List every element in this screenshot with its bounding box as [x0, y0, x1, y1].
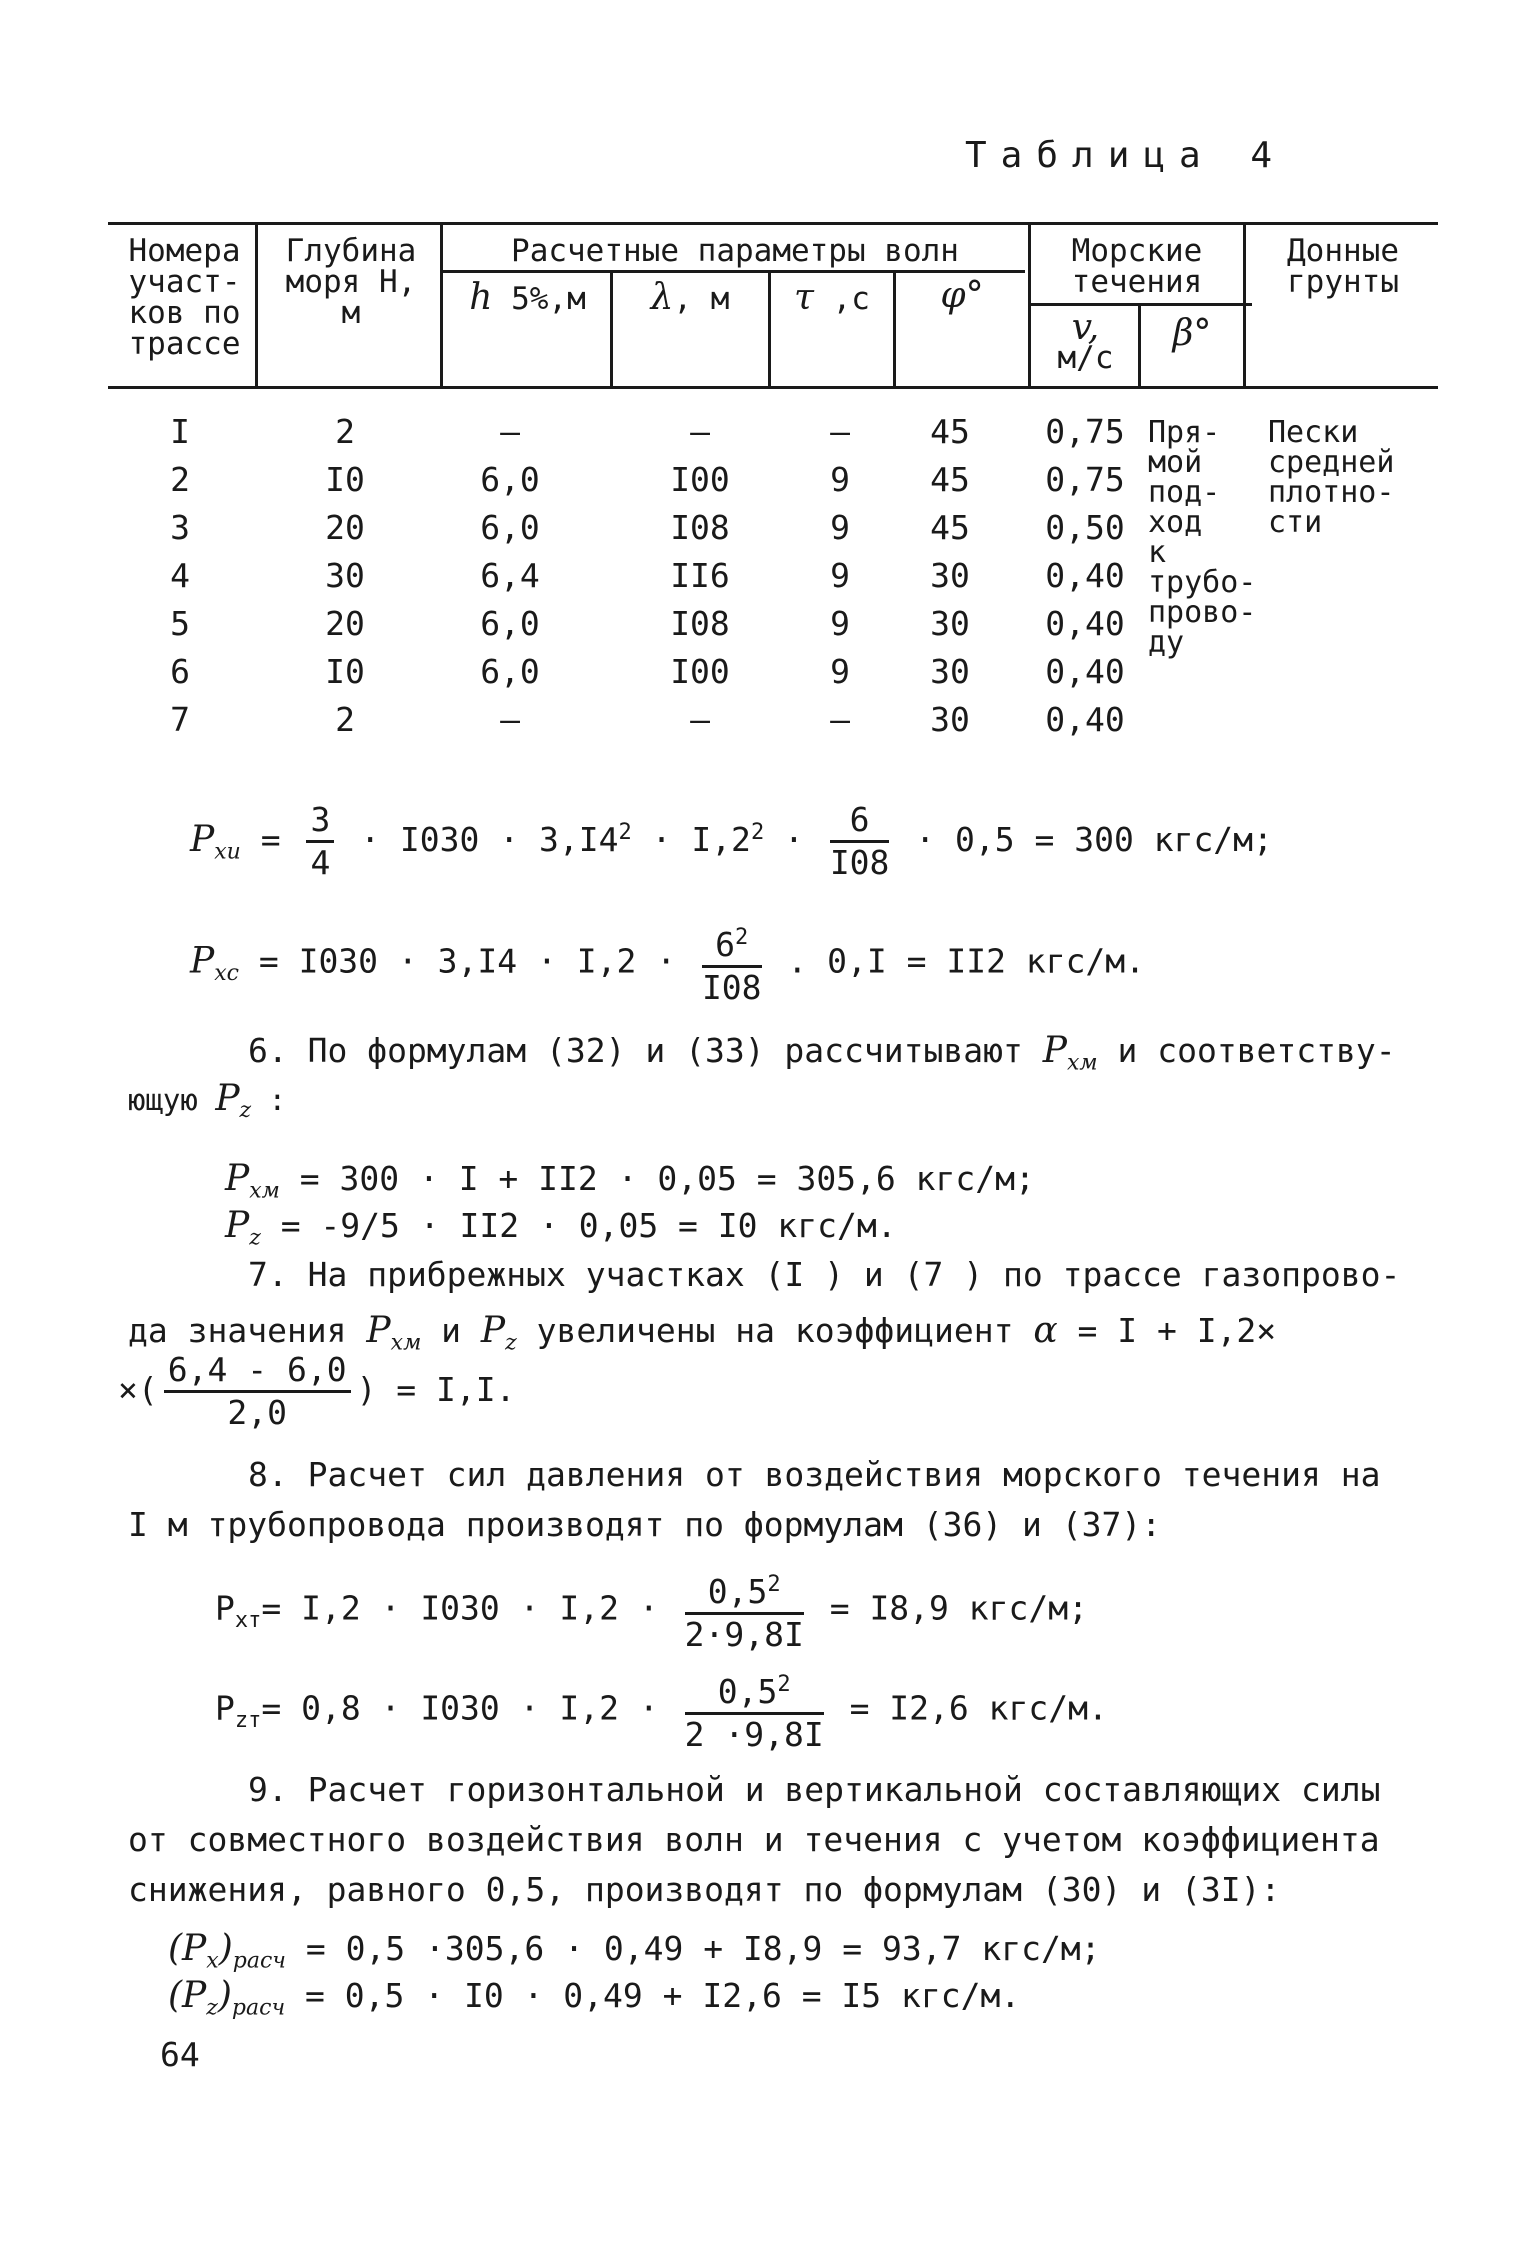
pxt-subscript: хт — [234, 1608, 262, 1634]
cell-depth: 2 — [335, 700, 355, 739]
cell-phi: 30 — [930, 556, 970, 595]
cell-velocity: 0,75 — [1045, 460, 1125, 499]
cell-phi: 45 — [930, 412, 970, 451]
waves-group-rule — [440, 270, 1025, 273]
pzt-symbol: P — [215, 1688, 235, 1728]
current-direction-line: ход — [1148, 505, 1203, 540]
paragraph-text: и — [421, 1311, 481, 1350]
col-divider-6 — [1028, 222, 1031, 386]
pz-calc-symbol: (P — [168, 1975, 207, 2016]
pxi-exponent: 2 — [618, 820, 632, 845]
cell-depth: 20 — [325, 508, 365, 547]
pz-calc-paren: ) — [217, 1975, 232, 2016]
paragraph-7-line-1: 7. На прибрежных участках (I ) и (7 ) по трассе газопрово- — [248, 1255, 1401, 1294]
formula-pxi: $P_{хи}$ = $\frac{3}{4}$ · $I030 \cdot 3,I4^2 \cdot I,2^2$ · $\frac{6}{I08}$ · 0,5 = 300 кгс/м; — [190, 800, 1273, 882]
cell-tau: – — [830, 412, 850, 451]
fraction-numerator — [685, 1565, 804, 1615]
pxt-fraction — [685, 1565, 804, 1655]
cell-depth: 30 — [325, 556, 365, 595]
fraction-numerator — [685, 1665, 824, 1715]
pxm-symbol: P — [366, 1310, 391, 1351]
header-sea-currents-line: течения — [1071, 264, 1203, 300]
numerator-exponent: 2 — [735, 925, 749, 950]
formula-pz — [225, 1205, 897, 1251]
current-direction-line: Пря- — [1148, 415, 1221, 450]
fraction-denominator: 2 ·9,8I — [684, 1715, 824, 1754]
pxm-text: = 300 · I + II2 · 0,05 = 305,6 кгс/м; — [279, 1159, 1035, 1198]
fraction-denominator: 4 — [310, 843, 331, 882]
pxi-result: · 0,5 = 300 кгс/м; — [915, 820, 1273, 859]
cell-number: 4 — [170, 556, 190, 595]
cell-velocity: 0,40 — [1045, 652, 1125, 691]
formula-px-calc — [168, 1928, 1101, 1974]
h-symbol: h — [469, 277, 493, 318]
v-unit: м/с — [1057, 340, 1114, 376]
alpha-symbol: α — [1033, 1310, 1058, 1351]
cell-h: 6,0 — [480, 460, 540, 499]
paragraph-6-line-2 — [128, 1078, 286, 1123]
current-direction-line: к — [1148, 535, 1167, 570]
fraction-numerator: 6,4 - 6,0 — [164, 1350, 351, 1393]
fraction-denominator: I08 — [701, 968, 762, 1007]
header-section-number-line: трассе — [128, 326, 241, 362]
header-wave-height — [445, 277, 610, 318]
pz-symbol: P — [215, 1078, 240, 1119]
pxm-symbol: P — [1042, 1030, 1067, 1071]
currents-group-rule — [1030, 303, 1252, 306]
cell-number: 2 — [170, 460, 190, 499]
cell-depth: 20 — [325, 604, 365, 643]
header-wave-parameters: Расчетные параметры волн — [511, 233, 959, 269]
header-sea-depth — [262, 233, 440, 331]
pxi-exponent: 2 — [750, 820, 765, 845]
pxc-result: . 0,I = II2 кгс/м. — [787, 941, 1146, 981]
cell-depth: 2 — [335, 412, 355, 451]
pzt-fraction — [685, 1665, 824, 1755]
pxi-text: · I030 · 3,I4 — [360, 820, 619, 859]
paragraph-9-line-2: от совместного воздействия волн и течения с учетом коэффициента — [128, 1820, 1380, 1859]
pzt-text: = 0,8 · I030 · I,2 · — [261, 1688, 659, 1728]
table-title: Таблица 4 — [965, 135, 1287, 176]
paragraph-9-line-1: 9. Расчет горизонтальной и вертикальной составляющих силы — [248, 1770, 1381, 1809]
cell-lambda: I08 — [670, 604, 730, 643]
header-sea-currents-line: Морские — [1071, 233, 1203, 269]
cell-depth: I0 — [325, 652, 365, 691]
cell-velocity: 0,40 — [1045, 556, 1125, 595]
header-current-angle: β° — [1172, 313, 1212, 354]
cell-h: 6,0 — [480, 604, 540, 643]
tau-symbol: τ — [794, 277, 814, 318]
fraction-numerator: 6 — [830, 800, 890, 843]
fraction-denominator: 2,0 — [227, 1393, 287, 1432]
header-bottom-soils — [1248, 233, 1438, 300]
paragraph-9-line-3: снижения, равного 0,5, производят по формулам (30) и (3I): — [128, 1870, 1281, 1909]
pz-calc-subscript: z — [206, 1995, 218, 2021]
fraction-denominator: I08 — [829, 843, 890, 882]
formula-pxc — [190, 918, 1145, 1008]
paragraph-text: и соответству- — [1097, 1031, 1396, 1070]
cell-bottom-soil — [1268, 415, 1395, 540]
cell-number: I — [170, 412, 190, 451]
pz-subscript: z — [505, 1330, 517, 1356]
numerator-exponent: 2 — [767, 1572, 781, 1597]
numerator-exponent: 2 — [777, 1672, 791, 1697]
header-bottom-soils-line: Донные — [1287, 233, 1399, 269]
pzt-subscript: zт — [234, 1708, 262, 1734]
header-wave-angle: φ° — [940, 275, 984, 316]
bottom-soil-line: Пески — [1268, 415, 1359, 450]
pz-subscript: z — [249, 1225, 261, 1251]
lambda-symbol: λ — [650, 277, 674, 318]
cell-lambda: I00 — [670, 460, 730, 499]
header-wave-period — [773, 277, 891, 318]
table-top-rule — [108, 222, 1438, 225]
pxc-text: = I030 · 3,I4 · I,2 · — [238, 941, 677, 981]
pxi-symbol: P — [190, 819, 215, 860]
pxt-result: = I8,9 кгс/м; — [829, 1588, 1088, 1628]
v-symbol: v, — [1071, 307, 1100, 348]
header-sea-depth-line: Глубина — [285, 233, 417, 269]
cell-tau: 9 — [830, 508, 850, 547]
header-sea-depth-line: моря H, — [285, 264, 417, 300]
cell-velocity: 0,50 — [1045, 508, 1125, 547]
col-divider-8 — [1243, 222, 1246, 386]
cell-h: 6,4 — [480, 556, 540, 595]
cell-phi: 30 — [930, 652, 970, 691]
pxt-text: = I,2 · I030 · I,2 · — [261, 1588, 659, 1628]
cell-tau: 9 — [830, 556, 850, 595]
px-calc-text: = 0,5 ·305,6 · 0,49 + I8,9 = 93,7 кгс/м; — [285, 1929, 1101, 1968]
h-unit: 5%,м — [492, 281, 586, 317]
pz-text: = -9/5 · II2 · 0,05 = I0 кгс/м. — [260, 1206, 897, 1245]
bottom-soil-line: плотно- — [1268, 475, 1395, 510]
numerator-base: 0,5 — [707, 1572, 768, 1611]
cell-h: – — [500, 700, 520, 739]
header-current-velocity — [1033, 307, 1138, 376]
px-calc-subscript-calc: расч — [232, 1948, 286, 1974]
cell-current-direction — [1148, 415, 1257, 660]
fraction-denominator: 2·9,8I — [684, 1615, 804, 1654]
cell-depth: I0 — [325, 460, 365, 499]
paragraph-8-line-2: I м трубопровода производят по формулам (36) и (37): — [128, 1505, 1162, 1544]
table-header-bottom-rule — [108, 386, 1438, 389]
pxc-symbol: P — [190, 940, 215, 982]
cell-number: 3 — [170, 508, 190, 547]
pxm-subscript: хм — [1066, 1050, 1098, 1076]
formula-pxt — [215, 1565, 1088, 1655]
bottom-soil-line: сти — [1268, 505, 1323, 540]
pxi-subscript: хи — [214, 839, 241, 865]
px-calc-paren: ) — [218, 1928, 233, 1969]
cell-tau: 9 — [830, 652, 850, 691]
current-direction-line: прово- — [1148, 595, 1257, 630]
pxm-subscript: хм — [249, 1178, 280, 1204]
cell-velocity: 0,40 — [1045, 700, 1125, 739]
fraction-numerator: 3 — [306, 800, 334, 843]
col-divider-7 — [1138, 303, 1141, 386]
paragraph-text: ) = I,I. — [356, 1370, 516, 1409]
cell-h: – — [500, 412, 520, 451]
paragraph-8-line-1: 8. Расчет сил давления от воздействия морского течения на — [248, 1455, 1381, 1494]
header-section-number-line: Номера — [128, 233, 241, 269]
cell-lambda: – — [690, 412, 710, 451]
cell-number: 5 — [170, 604, 190, 643]
pxc-fraction — [702, 918, 762, 1008]
col-divider-5 — [893, 270, 896, 386]
pxi-text: · — [764, 820, 804, 859]
header-section-number-line: ков по — [128, 295, 241, 331]
cell-number: 6 — [170, 652, 190, 691]
current-direction-line: мой — [1148, 445, 1203, 480]
bottom-soil-line: средней — [1268, 445, 1395, 480]
pxm-subscript: хм — [390, 1330, 422, 1356]
cell-lambda: – — [690, 700, 710, 739]
pzt-result: = I2,6 кгс/м. — [849, 1688, 1108, 1728]
formula-pzt — [215, 1665, 1108, 1755]
cell-phi: 45 — [930, 508, 970, 547]
lambda-unit: , м — [673, 281, 730, 317]
header-section-number-line: участ- — [128, 264, 241, 300]
px-calc-symbol: (P — [168, 1928, 207, 1969]
paragraph-7-line-3 — [118, 1350, 516, 1433]
paragraph-text: увеличены на коэффициент — [516, 1311, 1034, 1350]
alpha-fraction — [164, 1350, 351, 1433]
col-divider-3 — [610, 270, 613, 386]
paragraph-text: ющую — [128, 1083, 216, 1117]
cell-lambda: I00 — [670, 652, 730, 691]
pxi-fraction-1 — [306, 800, 334, 883]
cell-tau: 9 — [830, 460, 850, 499]
cell-phi: 30 — [930, 700, 970, 739]
paragraph-text: = I + I,2× — [1057, 1311, 1277, 1350]
cell-number: 7 — [170, 700, 190, 739]
paragraph-text: 6. По формулам (32) и (33) рассчитывают — [248, 1031, 1043, 1070]
paragraph-7-line-2 — [128, 1310, 1276, 1356]
cell-lambda: II6 — [670, 556, 730, 595]
pz-calc-subscript-calc: расч — [231, 1995, 286, 2021]
pxi-fraction-2 — [830, 800, 890, 883]
cell-lambda: I08 — [670, 508, 730, 547]
paragraph-text: : — [251, 1083, 287, 1117]
cell-tau: 9 — [830, 604, 850, 643]
pxi-text: · I,2 — [631, 820, 751, 859]
header-sea-currents — [1033, 233, 1241, 300]
pz-calc-text: = 0,5 · I0 · 0,49 + I2,6 = I5 кгс/м. — [285, 1976, 1021, 2015]
pxt-symbol: P — [215, 1588, 235, 1628]
cell-velocity: 0,40 — [1045, 604, 1125, 643]
cell-velocity: 0,75 — [1045, 412, 1125, 451]
header-wave-length — [615, 277, 765, 318]
col-divider-4 — [768, 270, 771, 386]
paragraph-text: ×( — [118, 1370, 158, 1409]
cell-phi: 45 — [930, 460, 970, 499]
formula-pz-calc — [168, 1975, 1020, 2021]
current-direction-line: ду — [1148, 625, 1185, 660]
tau-unit: ,с — [813, 281, 870, 317]
header-sea-depth-line: м — [341, 295, 361, 331]
paragraph-6-line-1 — [248, 1030, 1396, 1076]
formula-pxm — [225, 1158, 1035, 1204]
numerator-base: 0,5 — [717, 1672, 778, 1711]
pz-symbol: P — [480, 1310, 506, 1351]
cell-h: 6,0 — [480, 508, 540, 547]
pxc-subscript: хс — [214, 961, 239, 987]
col-divider-2 — [440, 222, 443, 386]
pxm-symbol: P — [225, 1158, 250, 1199]
header-section-number — [112, 233, 257, 362]
cell-h: 6,0 — [480, 652, 540, 691]
cell-tau: – — [830, 700, 850, 739]
cell-phi: 30 — [930, 604, 970, 643]
current-direction-line: под- — [1148, 475, 1221, 510]
current-direction-line: трубо- — [1148, 565, 1257, 600]
header-bottom-soils-line: грунты — [1287, 264, 1399, 300]
numerator-base: 6 — [715, 925, 736, 964]
pz-subscript: z — [239, 1097, 252, 1123]
page-number: 64 — [160, 2035, 200, 2074]
paragraph-text: да значения — [128, 1311, 367, 1350]
px-calc-subscript: х — [206, 1948, 219, 1974]
pz-symbol: P — [225, 1205, 250, 1246]
fraction-numerator — [702, 918, 762, 968]
